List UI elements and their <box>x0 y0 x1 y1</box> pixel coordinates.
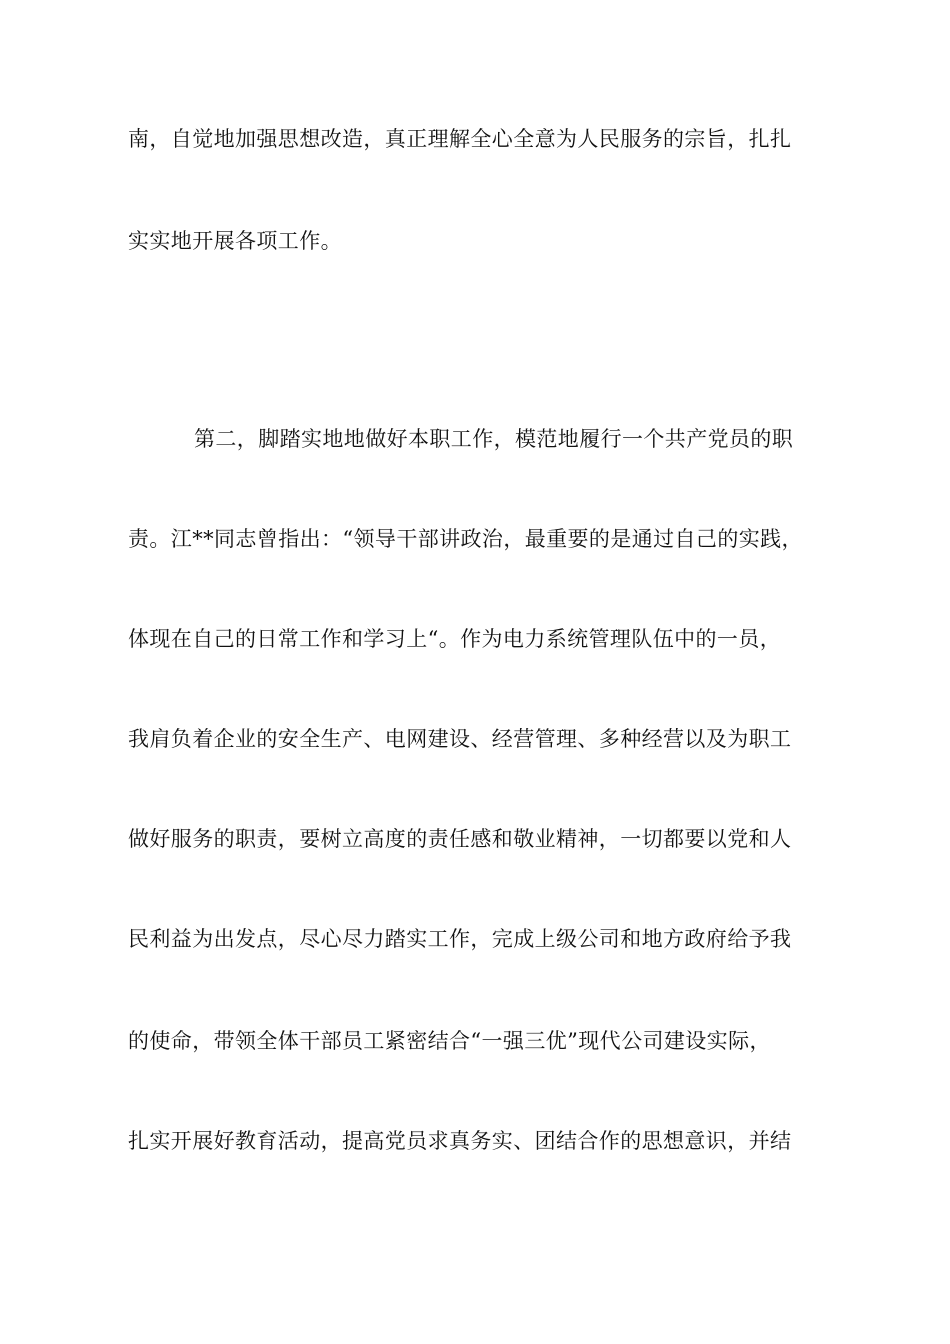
text-line: 我肩负着企业的安全生产、电网建设、经营管理、多种经营以及为职工 <box>128 727 792 751</box>
text-line: 实实地开展各项工作。 <box>128 229 342 253</box>
paragraph-first-line: 第二，脚踏实地地做好本职工作，模范地履行一个共产党员的职 <box>194 427 794 451</box>
text-line: 民利益为出发点，尽心尽力踏实工作，完成上级公司和地方政府给予我 <box>128 927 792 951</box>
text-line: 做好服务的职责，要树立高度的责任感和敬业精神，一切都要以党和人 <box>128 827 792 851</box>
text-line: 责。江**同志曾指出：“领导干部讲政治，最重要的是通过自己的实践， <box>128 527 803 551</box>
text-line: 扎实开展好教育活动，提高党员求真务实、团结合作的思想意识，并结 <box>128 1129 792 1153</box>
text-line: 的使命，带领全体干部员工紧密结合“一强三优”现代公司建设实际， <box>128 1029 771 1053</box>
text-line: 南，自觉地加强思想改造，真正理解全心全意为人民服务的宗旨，扎扎 <box>128 127 792 151</box>
text-line: 体现在自己的日常工作和学习上“。作为电力系统管理队伍中的一员， <box>128 627 782 651</box>
